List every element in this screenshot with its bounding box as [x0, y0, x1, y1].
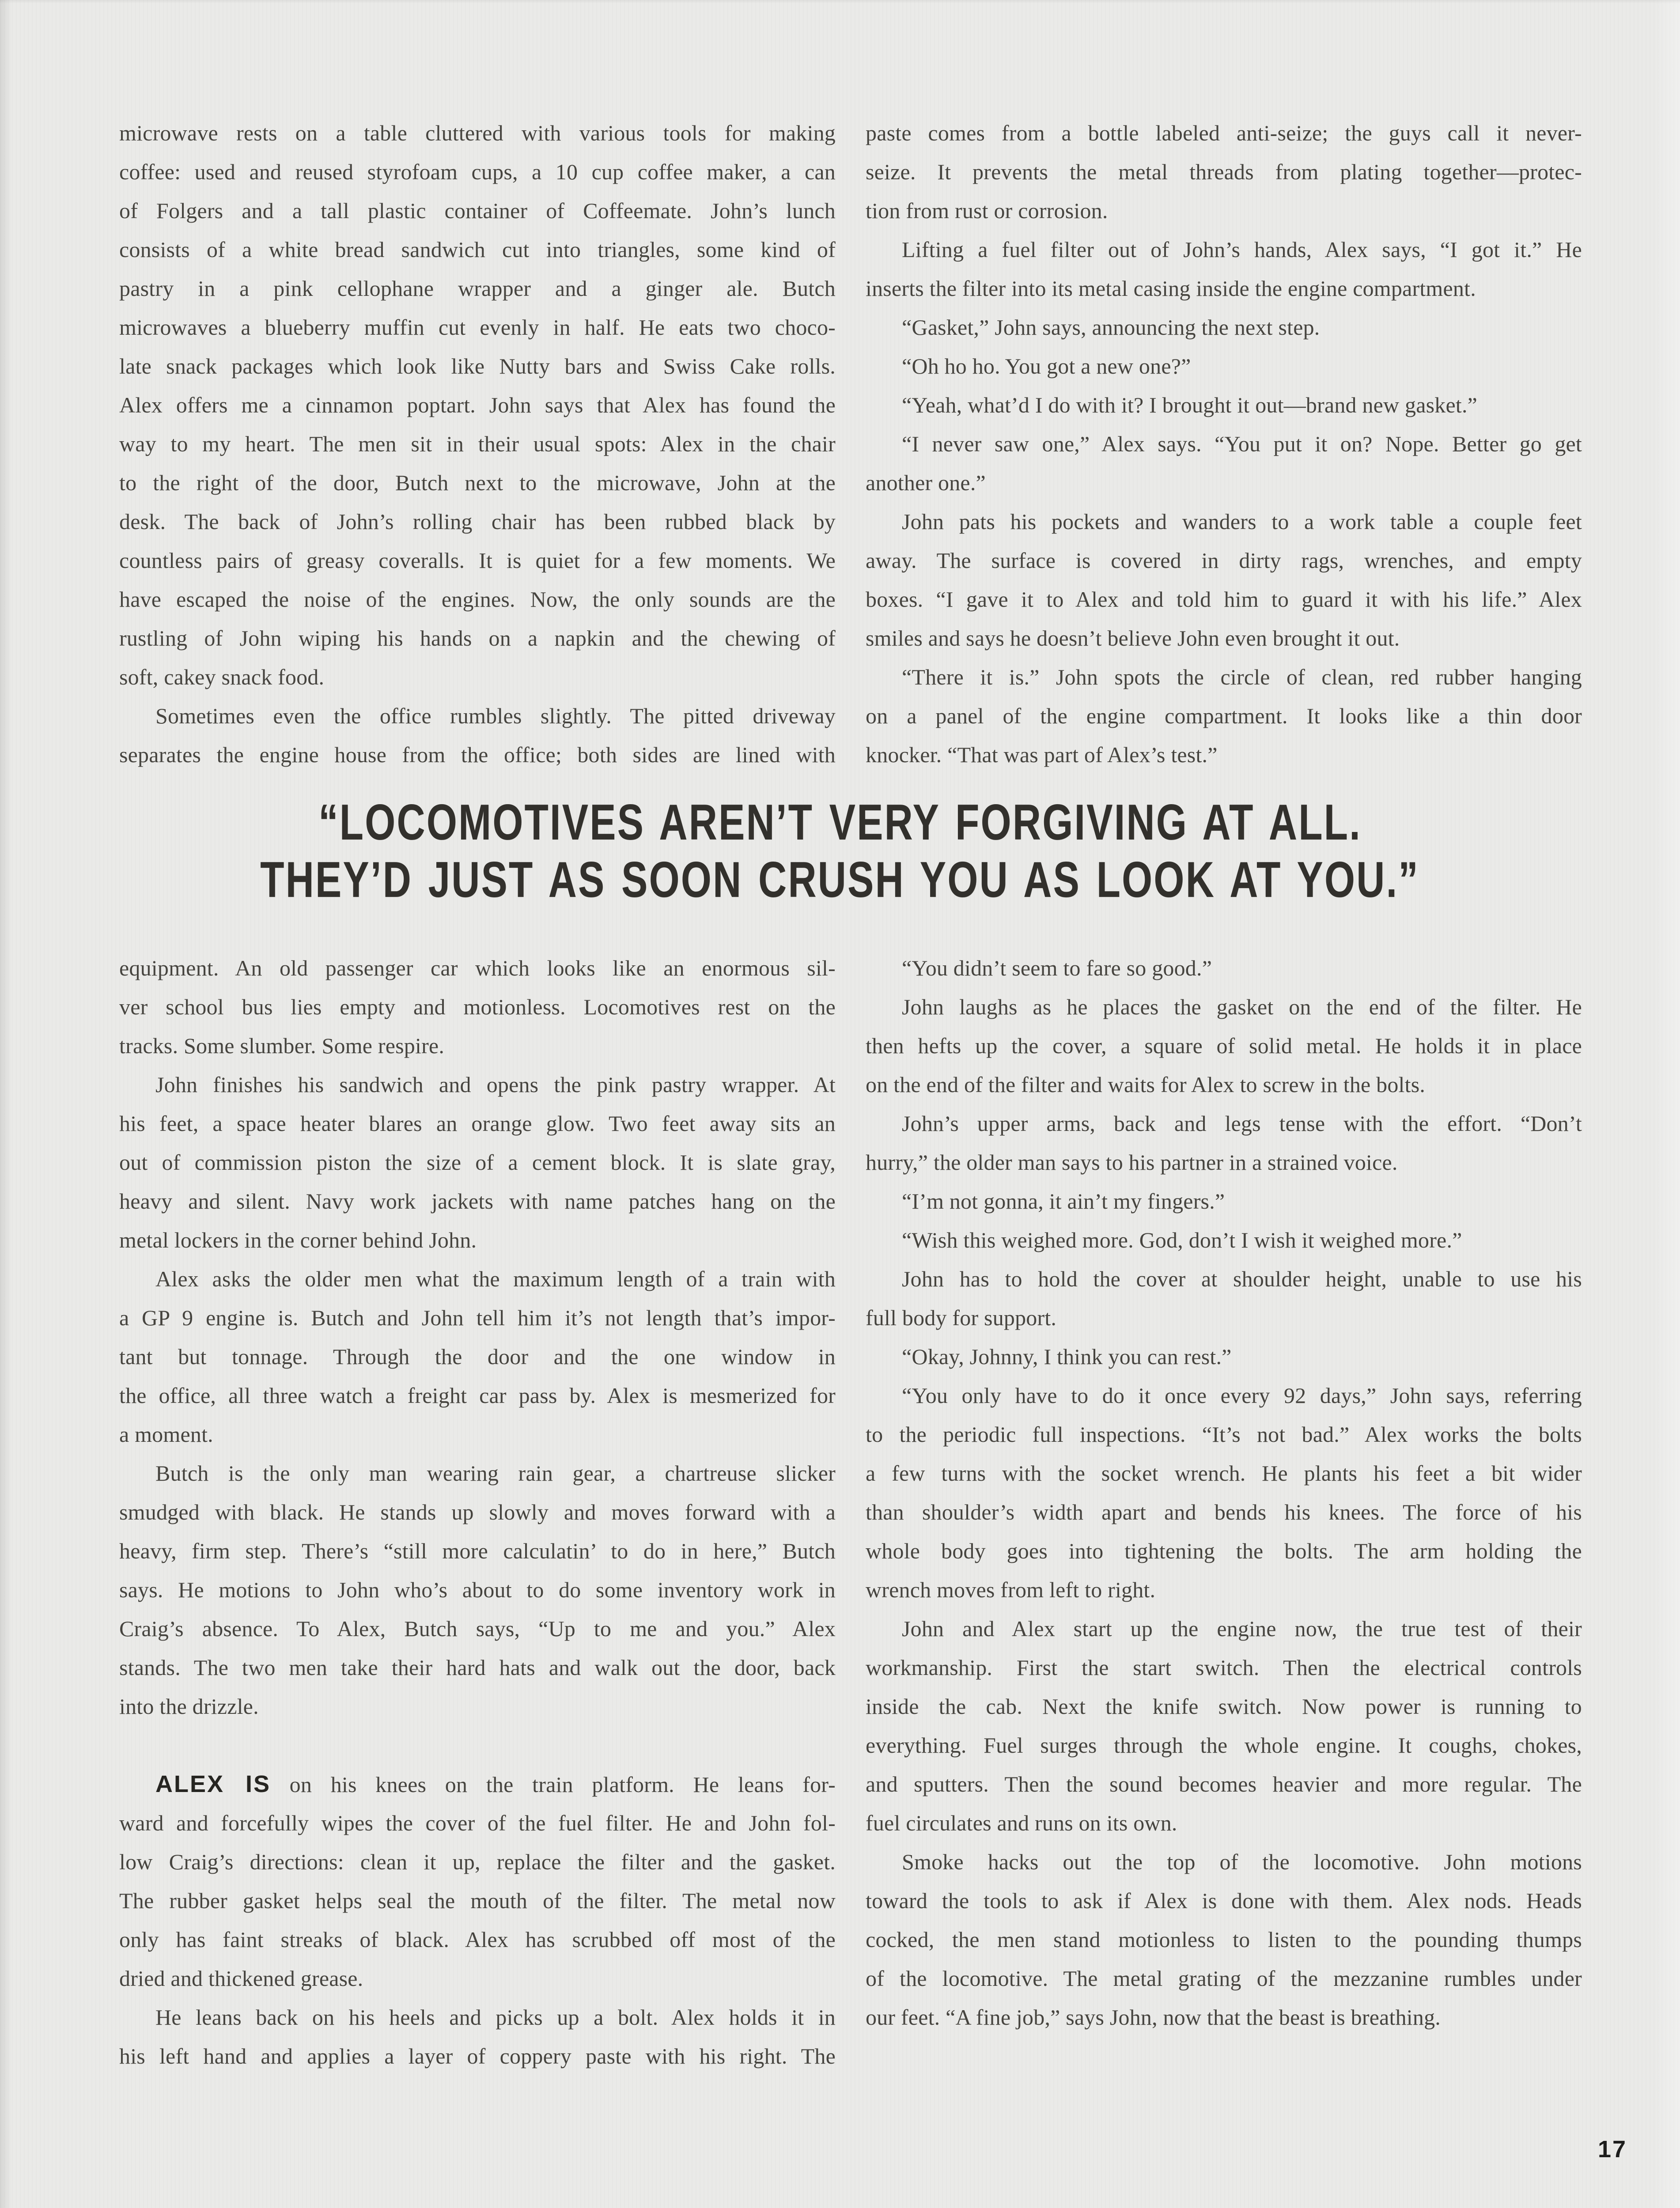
pull-quote-line	[0, 794, 1680, 851]
text-line: microwaves a blueberry muffin cut evenly in half. He eats two choco-	[119, 315, 836, 340]
text-line: says. He motions to John who’s about to do some inventory work in	[119, 1577, 836, 1602]
text-line: a moment.	[119, 1422, 213, 1447]
text-line: tion from rust or corrosion.	[866, 198, 1108, 223]
text-line: equipment. An old passenger car which looks like an enormous sil-	[119, 956, 836, 980]
text-line: knocker. “That was part of Alex’s test.”	[866, 742, 1218, 767]
text-line: heavy, firm step. There’s “still more calculatin’ to do in here,” Butch	[119, 1539, 836, 1563]
text-line: ALEX IS on his knees on the train platform. He leans for-	[155, 1771, 836, 1797]
text-line: workmanship. First the start switch. Then the electrical controls	[866, 1655, 1582, 1680]
text-line: tant but tonnage. Through the door and the one window in	[119, 1344, 836, 1369]
text-line: heavy and silent. Navy work jackets with name patches hang on the	[119, 1189, 836, 1214]
text-line: “Wish this weighed more. God, don’t I wish it weighed more.”	[902, 1228, 1462, 1252]
text-line: “You didn’t seem to fare so good.”	[902, 956, 1212, 980]
text-line: full body for support.	[866, 1305, 1057, 1330]
text-line: dried and thickened grease.	[119, 1966, 363, 1991]
text-line: “Gasket,” John says, announcing the next step.	[902, 315, 1320, 340]
text-line: have escaped the noise of the engines. Now, the only sounds are the	[119, 587, 836, 612]
text-line: out of commission piston the size of a cement block. It is slate gray,	[119, 1150, 836, 1175]
text-line: the office, all three watch a freight car pass by. Alex is mesmerized for	[119, 1383, 836, 1408]
text-line: our feet. “A fine job,” says John, now that the beast is breathing.	[866, 2005, 1441, 2030]
text-line: metal lockers in the corner behind John.	[119, 1228, 477, 1252]
article-column-left-bottom	[119, 949, 836, 2076]
text-line: Alex asks the older men what the maximum length of a train with	[155, 1267, 836, 1291]
text-line: “Oh ho ho. You got a new one?”	[902, 354, 1191, 378]
text-line: smiles and says he doesn’t believe John even brought it out.	[866, 626, 1400, 650]
text-line: microwave rests on a table cluttered with various tools for making	[119, 121, 836, 145]
text-line: only has faint streaks of black. Alex has scrubbed off most of the	[119, 1927, 836, 1952]
text-line: then hefts up the cover, a square of solid metal. He holds it in place	[866, 1033, 1582, 1058]
text-line: and sputters. Then the sound becomes heavier and more regular. The	[866, 1772, 1582, 1796]
text-line: John finishes his sandwich and opens the pink pastry wrapper. At	[155, 1072, 836, 1097]
text-line: boxes. “I gave it to Alex and told him to guard it with his life.” Alex	[866, 587, 1582, 612]
text-line: Craig’s absence. To Alex, Butch says, “Up to me and you.” Alex	[119, 1616, 836, 1641]
text-line: soft, cakey snack food.	[119, 665, 325, 689]
text-line: on a panel of the engine compartment. It looks like a thin door	[866, 703, 1582, 728]
text-line: another one.”	[866, 470, 986, 495]
text-line: Lifting a fuel filter out of John’s hands, Alex says, “I got it.” He	[902, 237, 1582, 262]
text-line: everything. Fuel surges through the whole engine. It coughs, chokes,	[866, 1733, 1582, 1758]
text-line: John and Alex start up the engine now, the true test of their	[902, 1616, 1582, 1641]
text-line: cocked, the men stand motionless to listen to the pounding thumps	[866, 1927, 1582, 1952]
text-line: to the right of the door, Butch next to the microwave, John at the	[119, 470, 836, 495]
text-line: way to my heart. The men sit in their usual spots: Alex in the chair	[119, 431, 836, 456]
text-line: toward the tools to ask if Alex is done with them. Alex nods. Heads	[866, 1888, 1582, 1913]
text-line: John’s upper arms, back and legs tense with the effort. “Don’t	[902, 1111, 1582, 1136]
text-line: He leans back on his heels and picks up a bolt. Alex holds it in	[155, 2005, 836, 2030]
text-line: late snack packages which look like Nutty bars and Swiss Cake rolls.	[119, 354, 836, 378]
text-line: a few turns with the socket wrench. He plants his feet a bit wider	[866, 1461, 1582, 1486]
text-line: whole body goes into tightening the bolts. The arm holding the	[866, 1539, 1582, 1563]
text-line: “You only have to do it once every 92 days,” John says, referring	[902, 1383, 1582, 1408]
text-line: “Yeah, what’d I do with it? I brought it out—brand new gasket.”	[902, 393, 1478, 417]
article-column-right-bottom	[866, 949, 1582, 2076]
text-line: into the drizzle.	[119, 1694, 259, 1719]
columns-below-quote	[119, 949, 1582, 2076]
article-column-left-top	[119, 113, 836, 774]
text-line: to the periodic full inspections. “It’s not bad.” Alex works the bolts	[866, 1422, 1582, 1447]
text-line: coffee: used and reused styrofoam cups, a 10 cup coffee maker, a can	[119, 159, 836, 184]
text-line: ver school bus lies empty and motionless. Locomotives rest on the	[119, 994, 836, 1019]
text-line: tracks. Some slumber. Some respire.	[119, 1033, 445, 1058]
pull-quote-text: “LOCOMOTIVES AREN’T VERY FORGIVING AT ALL.	[318, 794, 1362, 851]
article-column-right-top	[866, 113, 1582, 774]
text-line: Smoke hacks out the top of the locomotive. John motions	[902, 1849, 1582, 1874]
text-line: John laughs as he places the gasket on the end of the filter. He	[902, 994, 1582, 1019]
text-line: pastry in a pink cellophane wrapper and a ginger ale. Butch	[119, 276, 836, 301]
text-line: than shoulder’s width apart and bends his knees. The force of his	[866, 1500, 1582, 1524]
section-lead-text: ALEX IS	[155, 1771, 271, 1797]
text-line: desk. The back of John’s rolling chair has been rubbed black by	[119, 509, 836, 534]
text-line: seize. It prevents the metal threads from plating together—protec-	[866, 159, 1582, 184]
text-line: inserts the filter into its metal casing inside the engine compartment.	[866, 276, 1476, 301]
text-line: “Okay, Johnny, I think you can rest.”	[902, 1344, 1232, 1369]
text-line: Alex offers me a cinnamon poptart. John says that Alex has found the	[119, 393, 836, 417]
text-line: on the end of the filter and waits for Alex to screw in the bolts.	[866, 1072, 1426, 1097]
text-line: wrench moves from left to right.	[866, 1577, 1156, 1602]
pull-quote-text: THEY’D JUST AS SOON CRUSH YOU AS LOOK AT YOU.”	[260, 852, 1420, 908]
text-line: countless pairs of greasy coveralls. It is quiet for a few moments. We	[119, 548, 836, 573]
text-line: separates the engine house from the office; both sides are lined with	[119, 742, 836, 767]
text-line: hurry,” the older man says to his partner in a strained voice.	[866, 1150, 1398, 1175]
pull-quote	[0, 794, 1680, 909]
text-line: stands. The two men take their hard hats and walk out the door, back	[119, 1655, 836, 1680]
text-line: low Craig’s directions: clean it up, replace the filter and the gasket.	[119, 1849, 836, 1874]
text-line: of the locomotive. The metal grating of the mezzanine rumbles under	[866, 1966, 1582, 1991]
text-line: The rubber gasket helps seal the mouth of the filter. The metal now	[119, 1888, 836, 1913]
text-line: his feet, a space heater blares an orange glow. Two feet away sits an	[119, 1111, 836, 1136]
text-line: rustling of John wiping his hands on a napkin and the chewing of	[119, 626, 836, 650]
text-line: of Folgers and a tall plastic container of Coffeemate. John’s lunch	[119, 198, 836, 223]
text-line: his left hand and applies a layer of coppery paste with his right. The	[119, 2044, 836, 2068]
text-line: paste comes from a bottle labeled anti-seize; the guys call it never-	[866, 121, 1582, 145]
text-line: John has to hold the cover at shoulder height, unable to use his	[902, 1267, 1582, 1291]
text-line: ward and forcefully wipes the cover of the fuel filter. He and John fol-	[119, 1811, 836, 1835]
text-line: Sometimes even the office rumbles slightly. The pitted driveway	[155, 703, 836, 728]
text-line: away. The surface is covered in dirty rags, wrenches, and empty	[866, 548, 1582, 573]
text-line: Butch is the only man wearing rain gear, a chartreuse slicker	[155, 1461, 836, 1486]
blank-line	[119, 1726, 836, 1765]
text-line: fuel circulates and runs on its own.	[866, 1811, 1177, 1835]
pull-quote-line	[0, 851, 1680, 909]
text-line: “There it is.” John spots the circle of clean, red rubber hanging	[902, 665, 1582, 689]
text-line: “I’m not gonna, it ain’t my fingers.”	[902, 1189, 1225, 1214]
page-number: 17	[1598, 2136, 1627, 2163]
text-line: John pats his pockets and wanders to a work table a couple feet	[902, 509, 1582, 534]
columns-above-quote	[119, 113, 1582, 774]
text-line: smudged with black. He stands up slowly and moves forward with a	[119, 1500, 836, 1524]
text-line: consists of a white bread sandwich cut into triangles, some kind of	[119, 237, 836, 262]
text-line: inside the cab. Next the knife switch. Now power is running to	[866, 1694, 1582, 1719]
text-line: “I never saw one,” Alex says. “You put it on? Nope. Better go get	[902, 431, 1582, 456]
text-line: a GP 9 engine is. Butch and John tell him it’s not length that’s impor-	[119, 1305, 836, 1330]
